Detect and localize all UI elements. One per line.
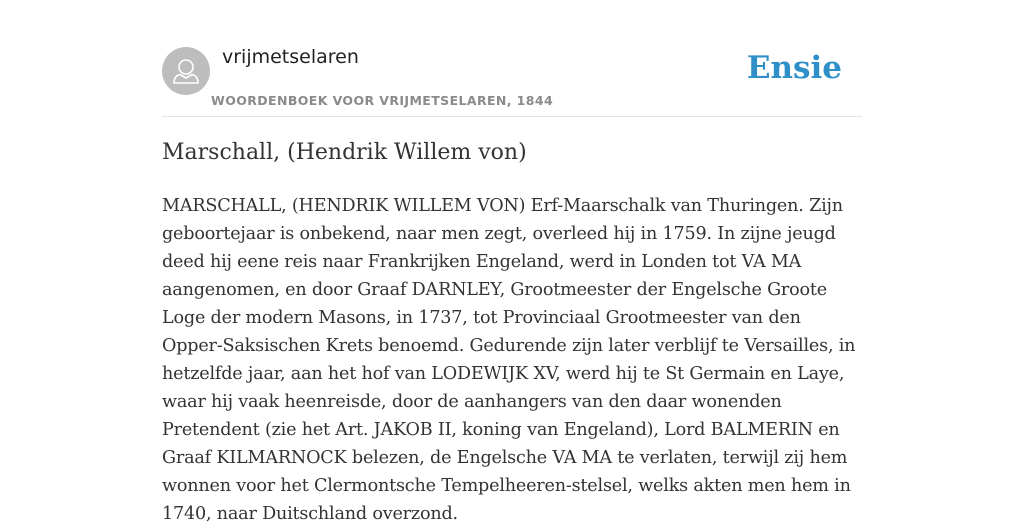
user-icon bbox=[162, 47, 210, 95]
author-avatar[interactable] bbox=[162, 47, 210, 95]
source-label[interactable]: WOORDENBOEK VOOR VRIJMETSELAREN, 1844 bbox=[211, 93, 554, 108]
author-name[interactable]: vrijmetselaren bbox=[222, 46, 359, 68]
article-body: MARSCHALL, (HENDRIK WILLEM VON) Erf-Maarschalk van Thuringen. Zijn geboortejaar is onbekend, naar men zegt, overleed hij in 1759. In zijne jeugd deed hij eene reis naar Frankrijken Engeland, werd in Londen tot VA MA aangenomen, en door Graaf DARNLEY, Grootmeester der Engelsche Groote Loge der modern Masons, in 1737, tot Provinciaal Grootmeester van den Opper-Saksischen Krets benoemd. Gedurende zijn later verblijf te Versailles, in hetzelfde jaar, aan het hof van LODEWIJK XV, werd hij te St Germain en Laye, waar hij vaak heenreisde, door de aanhangers van den daar wonenden Pretendent (zie het Art. JAKOB II, koning van Engeland), Lord BALMERIN en Graaf KILMARNOCK belezen, de Engelsche VA MA te verlaten, terwijl zij hem wonnen voor het Clermontsche Tempelheeren-stelsel, welks akten men hem in 1740, naar Duitschland overzond. bbox=[162, 196, 856, 524]
article-header bbox=[162, 0, 862, 117]
ensie-logo[interactable]: Ensie bbox=[746, 50, 842, 86]
article-title: Marschall, (Hendrik Willem von) bbox=[162, 140, 527, 165]
